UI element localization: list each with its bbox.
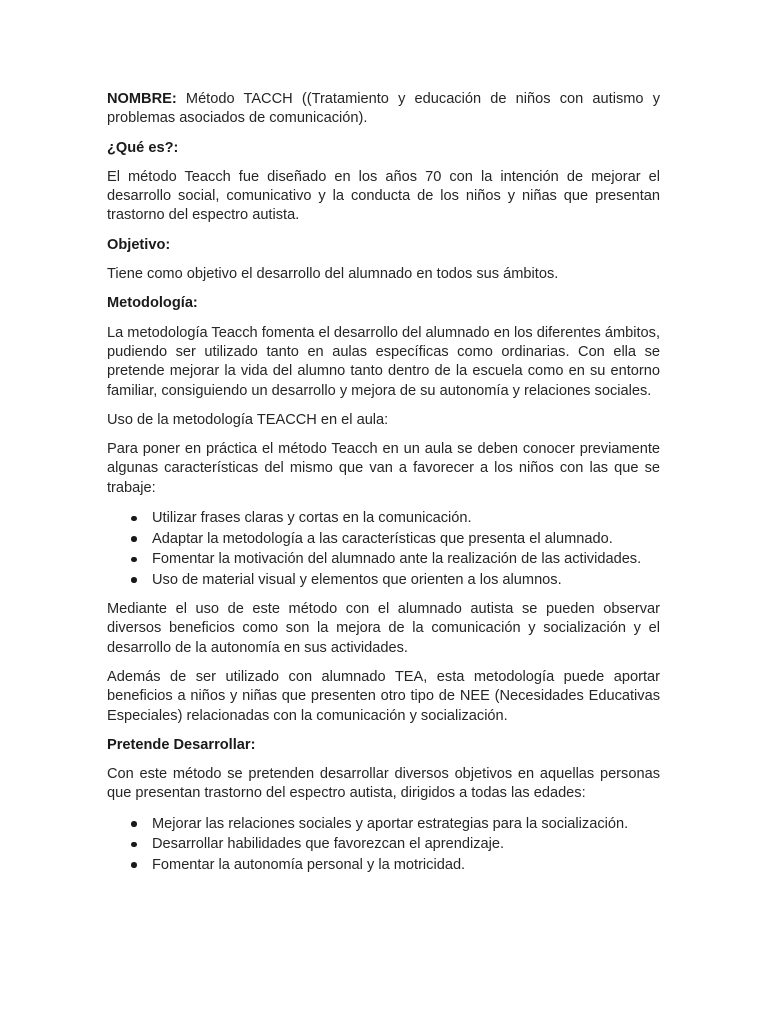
uso-bullet-list	[107, 508, 660, 590]
mediante-paragraph: Mediante el uso de este método con el alumnado autista se pueden observar diversos beneficios como son la mejora de la comunicación y socialización y el desarrollo de la autonomía en sus actividades.	[107, 601, 660, 656]
ademas-paragraph: Además de ser utilizado con alumnado TEA, esta metodología puede aportar beneficios a niños y niñas que presenten otro tipo de NEE (Necesidades Educativas Especiales) relacionadas con la comunicación y socialización.	[107, 668, 660, 724]
pretende-paragraph: Con este método se pretenden desarrollar diversos objetivos en aquellas personas que presentan trastorno del espectro autista, dirigidos a todas las edades:	[107, 766, 660, 802]
metodologia-heading: Metodología:	[107, 295, 198, 312]
list-item: Adaptar la metodología a las características que presenta el alumnado.	[107, 529, 660, 550]
nombre-text: Método TACCH ((Tratamiento y educación de niños con autismo y problemas asociados de comunicación).	[107, 91, 660, 127]
nombre-label: NOMBRE:	[107, 91, 177, 107]
que-es-paragraph: El método Teacch fue diseñado en los años 70 con la intención de mejorar el desarrollo social, comunicativo y la conducta de los niños y niñas que presentan trastorno del espectro autista.	[107, 168, 660, 224]
list-item: Fomentar la autonomía personal y la motricidad.	[107, 855, 660, 876]
list-item: Fomentar la motivación del alumnado ante la realización de las actividades.	[107, 549, 660, 570]
pretende-heading: Pretende Desarrollar:	[107, 736, 256, 753]
objetivo-heading: Objetivo:	[107, 236, 171, 253]
document-page	[107, 90, 660, 885]
que-es-heading: ¿Qué es?:	[107, 139, 179, 156]
pretende-bullet-list	[107, 814, 660, 876]
uso-heading: Uso de la metodología TEACCH en el aula:	[107, 411, 389, 428]
objetivo-paragraph: Tiene como objetivo el desarrollo del alumnado en todos sus ámbitos.	[107, 266, 559, 283]
nombre-paragraph	[107, 90, 660, 129]
list-item: Mejorar las relaciones sociales y aportar estrategias para la socialización.	[107, 814, 660, 835]
list-item: Desarrollar habilidades que favorezcan el aprendizaje.	[107, 834, 660, 855]
list-item: Uso de material visual y elementos que orienten a los alumnos.	[107, 570, 660, 591]
metodologia-paragraph: La metodología Teacch fomenta el desarrollo del alumnado en los diferentes ámbitos, pudiendo ser utilizado tanto en aulas específicas como ordinarias. Con ella se pretende mejorar la vida del alumno tanto dentro de la escuela como en su entorno familiar, consiguiendo un desarrollo y mejora de su autonomía y relaciones sociales.	[107, 324, 661, 399]
list-item: Utilizar frases claras y cortas en la comunicación.	[107, 508, 660, 529]
uso-paragraph: Para poner en práctica el método Teacch en un aula se deben conocer previamente algunas características del mismo que van a favorecer a los niños con las que se trabaje:	[107, 441, 660, 496]
